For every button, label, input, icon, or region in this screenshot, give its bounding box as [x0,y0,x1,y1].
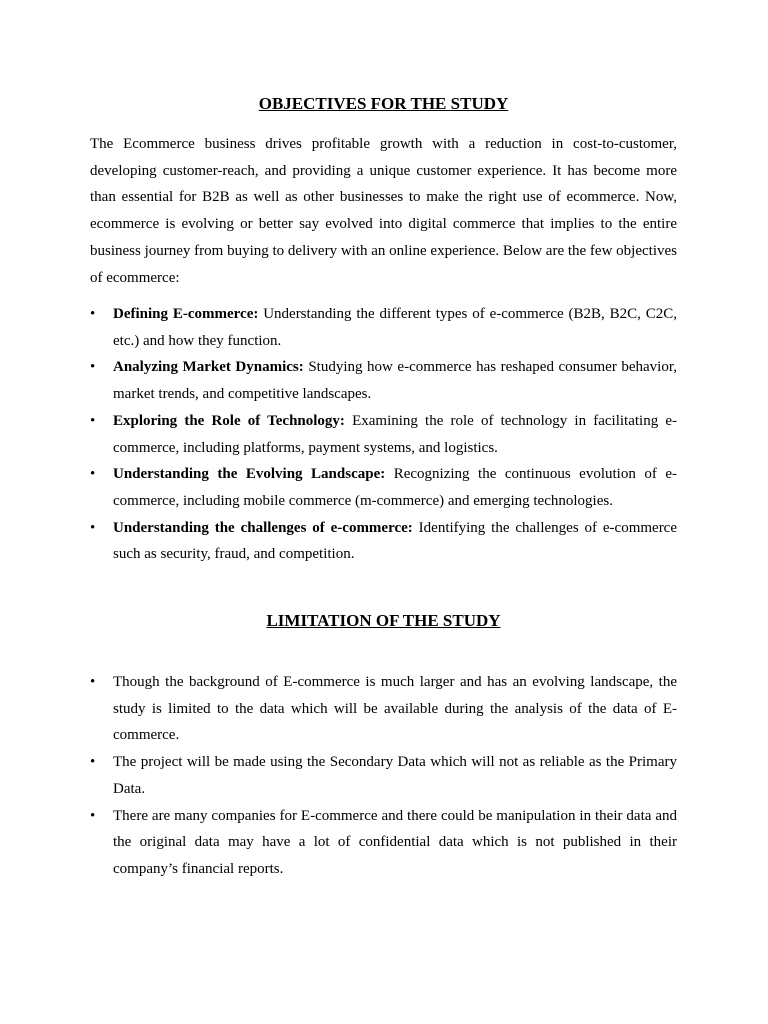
list-item-text: Recognizing the continuous evolution of e-commerce, including mobile commerce (m-commerce) and emerging technologies. [113,466,677,509]
list-item-term: Analyzing Market Dynamics: [113,359,304,376]
bullet-icon: • [90,306,96,322]
list-item-term: Understanding the Evolving Landscape: [113,466,386,483]
bullet-icon: • [90,754,96,771]
list-item [90,301,677,354]
list-item [90,749,677,802]
objectives-list [90,301,677,568]
list-item-text: Understanding the different types of e-commerce (B2B, B2C, C2C, etc.) and how they function. [113,306,677,349]
bullet-icon: • [90,412,96,429]
objectives-heading: OBJECTIVES FOR THE STUDY [258,94,509,113]
list-item [90,669,677,749]
objectives-intro-paragraph: The Ecommerce business drives profitable growth with a reduction in cost-to-customer, developing customer-reach, and providing a unique customer experience. It has become more than essential for B2B as well as other businesses to make the right use of ecommerce. Now, ecommerce is evolving or better say evolved into digital commerce that implies to the entire business journey from buying to delivery with an online experience. Below are the few objectives of ecommerce: [90,136,677,286]
list-item [90,803,677,883]
list-item [90,354,677,407]
list-item-text: There are many companies for E-commerce and there could be manipulation in their data and the original data may have a lot of confidential data which is not published in their company’s financial reports. [113,807,677,877]
bullet-icon: • [90,674,96,690]
list-item [90,515,677,568]
bullet-icon: • [90,466,96,483]
bullet-icon: • [90,807,96,824]
limitations-list [90,669,677,883]
bullet-icon: • [90,519,96,536]
list-item [90,408,677,461]
list-item [90,461,677,514]
list-item-text: Though the background of E-commerce is much larger and has an evolving landscape, the study is limited to the data which will be available during the analysis of the data of E-commerce. [113,674,677,744]
list-item-term: Defining E-commerce: [113,306,259,322]
list-item-text: Identifying the challenges of e-commerce such as security, fraud, and competition. [113,519,677,563]
list-item-term: Understanding the challenges of e-commerce: [113,519,413,536]
limitations-heading: LIMITATION OF THE STUDY [266,611,501,630]
list-item-text: The project will be made using the Secondary Data which will not as reliable as the Primary Data. [113,754,677,797]
list-item-text: Studying how e-commerce has reshaped consumer behavior, market trends, and competitive landscapes. [113,359,677,403]
list-item-text: Examining the role of technology in facilitating e-commerce, including platforms, payment systems, and logistics. [113,412,677,456]
bullet-icon: • [90,359,96,376]
list-item-term: Exploring the Role of Technology: [113,412,345,429]
